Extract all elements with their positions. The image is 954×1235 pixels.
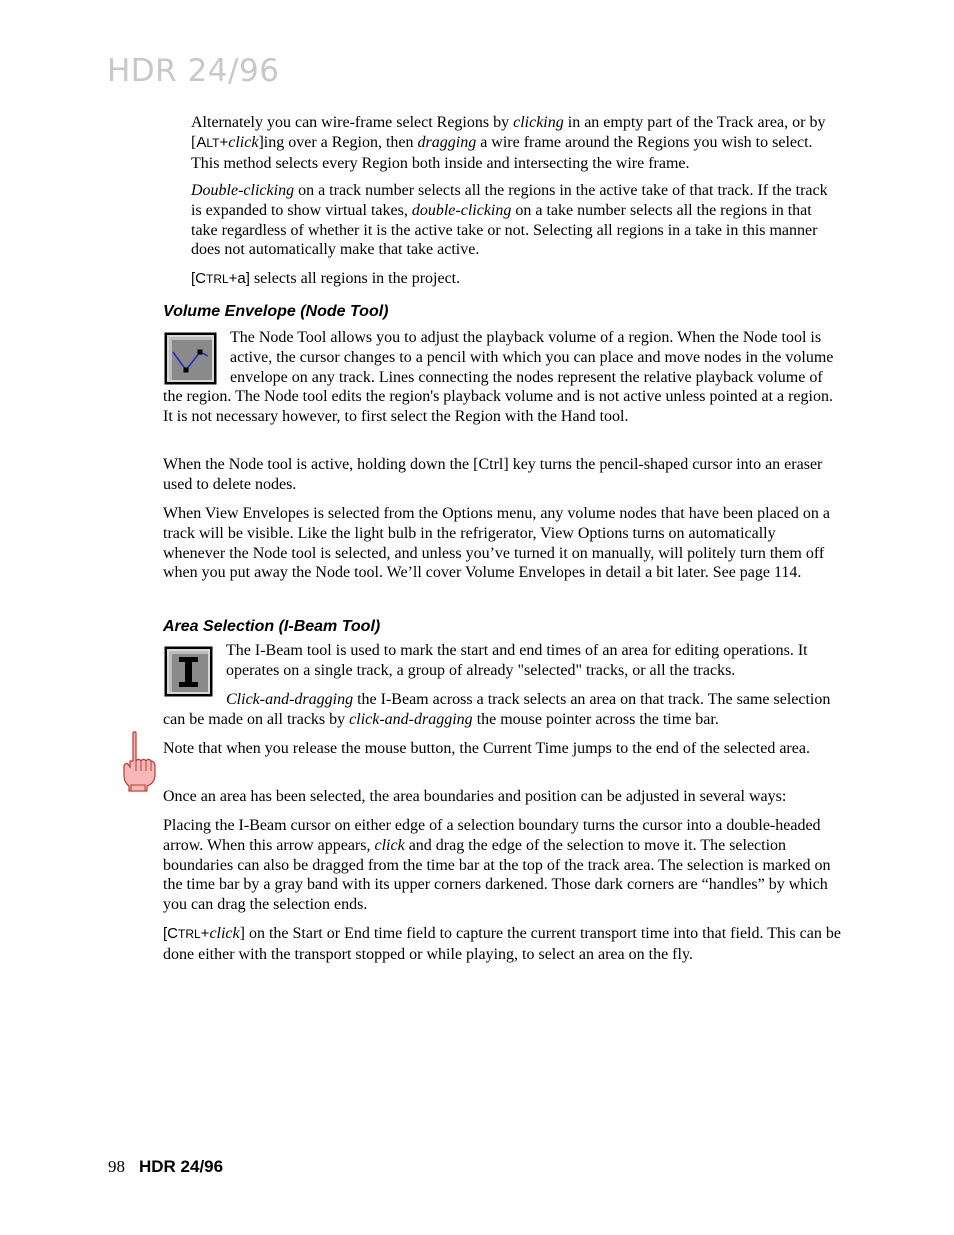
paragraph-double-click: [191, 181, 841, 260]
paragraph-view-envelopes: When View Envelopes is selected from the Options menu, any volume nodes that have been placed on a track will be visible. Like the light bulb in the refrigerator, View Options turns on automatically whenever the Node tool is selected, and unless you’ve turned it on manually, will politely turn them off when you put away the Node tool. We’ll cover Volume Envelopes in detail a bit later. See page 114.: [163, 505, 830, 582]
heading-area-selection: Area Selection (I-Beam Tool): [163, 618, 381, 635]
key-alt: ALT+: [196, 133, 229, 151]
paragraph-ctrl-a: [191, 269, 841, 290]
text: the mouse pointer across the time bar.: [472, 710, 719, 728]
page-number: 98: [108, 1157, 125, 1176]
text-italic: Click-and-dragging: [226, 691, 354, 708]
text-italic: double-clicking: [411, 201, 512, 219]
text: selects all regions in the project.: [249, 270, 461, 287]
paragraph-adjust: Once an area has been selected, the area boundaries and position can be adjusted in several ways:: [163, 788, 787, 805]
paragraph-ctrl-click: [163, 924, 841, 965]
footer-title: HDR 24/96: [139, 1157, 224, 1176]
paragraph-node-ctrl: When the Node tool is active, holding down the [Ctrl] key turns the pencil-shaped cursor into an eraser used to delete nodes.: [163, 456, 823, 493]
text: the I-Beam across a track selects an area on that track. The same selection can be made on all tracks by: [163, 691, 831, 728]
heading-volume-envelope: Volume Envelope (Node Tool): [163, 303, 389, 320]
paragraph-note: Note that when you release the mouse button, the Current Time jumps to the end of the selected area.: [163, 740, 810, 757]
text: in an empty part of the Track area, or by [: [191, 114, 826, 151]
paragraph-click-drag: [163, 690, 841, 730]
text-italic: click: [374, 836, 405, 854]
text: on a track number selects all the regions in the active take of that track. If the track is expanded to show virtual takes,: [191, 182, 828, 219]
text: The Node Tool allows you to adjust the playback volume of a region. When the Node tool is active, the cursor changes to a pencil with which you can place and move nodes in the volume envelope on any track. Lines connecting the nodes represent the relative playback volume of the region. The Node tool edits the region's playback volume and is not active unless pointed at a region. It is not necessary however, to first select the Region with the Hand tool.: [163, 329, 834, 426]
paragraph-ibeam-tool: The I-Beam tool is used to mark the start and end times of an area for editing operations. It operates on a single track, a group of already "selected" tracks, or all the tracks.: [226, 642, 808, 679]
paragraph-node-tool: [163, 328, 841, 427]
text: on a take number selects all the regions in that take regardless of whether it is the active take or not. Selecting all regions in a take in this manner does not automatically make that take active.: [191, 201, 818, 259]
text: a wire frame around the Regions you wish to select. This method selects every Region both inside and intersecting the wire frame.: [191, 133, 813, 172]
text: Placing the I-Beam cursor on either edge of a selection boundary turns the cursor into a double-headed arrow. When this arrow appears,: [163, 817, 821, 854]
text-italic: click: [209, 925, 240, 942]
text-italic: clicking: [513, 114, 564, 131]
running-head: HDR 24/96: [107, 53, 280, 89]
text-italic: click: [228, 133, 259, 151]
paragraph-ibeam-edge: [163, 816, 841, 915]
text-italic: click-and-dragging: [349, 710, 473, 728]
key-ctrl: [CTRL+: [163, 925, 210, 942]
key-ctrl-a: [CTRL+a]: [191, 270, 250, 287]
text: ]ing over a Region, then: [258, 133, 418, 151]
paragraph-wireframe-select: [191, 113, 841, 173]
text: Alternately you can wire-frame select Regions by: [191, 114, 514, 131]
text-italic: Double-clicking: [191, 182, 295, 199]
text: and drag the edge of the selection to move it. The selection boundaries can also be dragged from the time bar at the top of the track area. The selection is marked on the time bar by a gray band with its upper corners darkened. Those dark corners are “handles” by which you can drag the selection ends.: [163, 836, 831, 914]
page-footer: [108, 1157, 223, 1177]
text-italic: dragging: [417, 133, 477, 151]
pointing-hand-icon: [120, 731, 158, 793]
text: ] on the Start or End time field to capture the current transport time into that field. This can be done either with the transport stopped or while playing, to select an area on the fly.: [163, 925, 841, 963]
